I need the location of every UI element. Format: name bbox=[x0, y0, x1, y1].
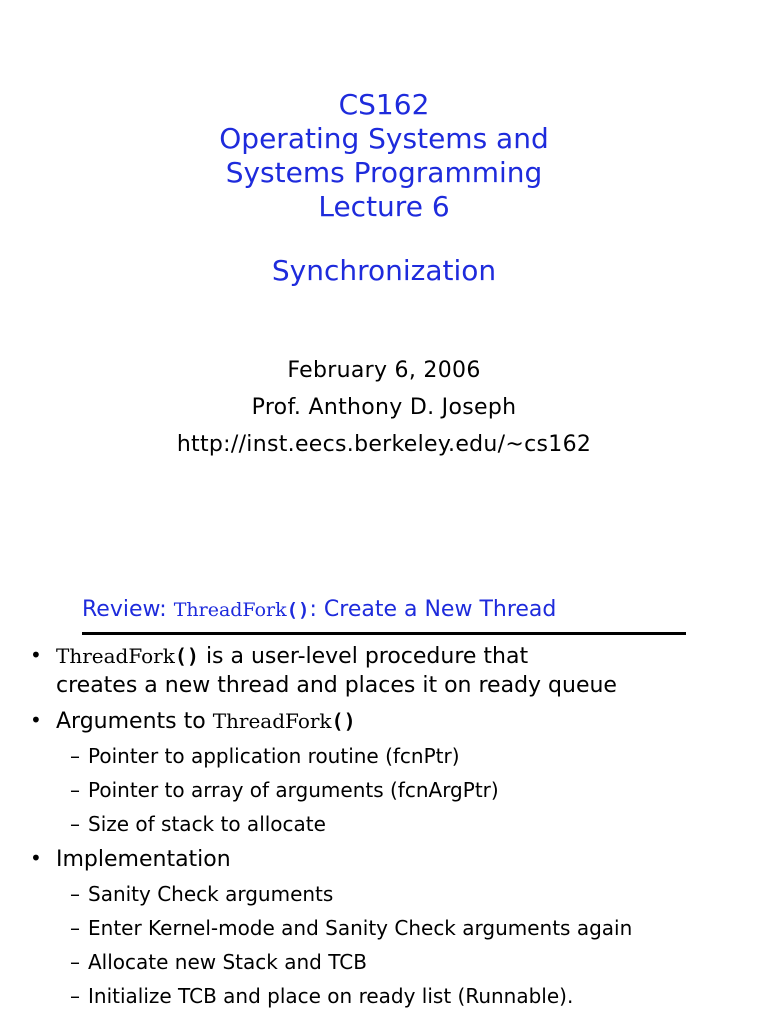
bullet-implementation bbox=[30, 845, 750, 874]
course-title-line-1: Operating Systems and bbox=[219, 122, 549, 155]
sub-item-text: Initialize TCB and place on ready list (Runnable). bbox=[88, 984, 574, 1008]
course-title-line-2: Systems Programming bbox=[225, 156, 543, 189]
sub-item bbox=[30, 743, 750, 769]
heading-suffix: : Create a New Thread bbox=[309, 597, 557, 622]
inline-code: ThreadFork bbox=[212, 709, 332, 733]
lecture-info bbox=[0, 352, 768, 463]
sub-item bbox=[30, 811, 750, 837]
sub-item-text: Pointer to application routine (fcnPtr) bbox=[88, 744, 460, 768]
lecture-number: Lecture 6 bbox=[318, 190, 450, 223]
bullet-text-continued: creates a new thread and places it on ready queue bbox=[56, 673, 617, 698]
sub-item-text: Size of stack to allocate bbox=[88, 812, 326, 836]
bullet-threadfork-description bbox=[30, 642, 750, 700]
bullet-text: is a user-level procedure that bbox=[198, 644, 529, 669]
bullet-dot-icon: • bbox=[30, 846, 42, 870]
heading-parens: () bbox=[286, 599, 310, 621]
sub-item-text: Enter Kernel-mode and Sanity Check arguments again bbox=[88, 916, 633, 940]
lecture-topic: Synchronization bbox=[271, 254, 497, 287]
sub-item-text: Allocate new Stack and TCB bbox=[88, 950, 367, 974]
course-url[interactable]: http://inst.eecs.berkeley.edu/~cs162 bbox=[176, 432, 592, 457]
inline-code-parens: () bbox=[331, 709, 356, 733]
sub-item bbox=[30, 915, 750, 941]
inline-code-parens: () bbox=[174, 644, 199, 668]
sub-item bbox=[30, 777, 750, 803]
slide-heading bbox=[82, 594, 686, 626]
title-block bbox=[0, 88, 768, 288]
bullet-dot-icon: • bbox=[30, 643, 42, 667]
bullet-text: Implementation bbox=[56, 847, 231, 872]
dash-icon: – bbox=[70, 778, 80, 802]
dash-icon: – bbox=[70, 812, 80, 836]
professor-name: Prof. Anthony D. Joseph bbox=[251, 395, 517, 420]
course-code: CS162 bbox=[338, 88, 430, 121]
inline-code: ThreadFork bbox=[56, 644, 175, 668]
bullet-arguments bbox=[30, 707, 750, 736]
dash-icon: – bbox=[70, 984, 80, 1008]
lecture-date: February 6, 2006 bbox=[287, 358, 481, 383]
heading-prefix: Review: bbox=[82, 597, 174, 622]
dash-icon: – bbox=[70, 744, 80, 768]
dash-icon: – bbox=[70, 916, 80, 940]
dash-icon: – bbox=[70, 882, 80, 906]
heading-code: ThreadFork bbox=[173, 599, 287, 621]
bullet-dot-icon: • bbox=[30, 708, 42, 732]
dash-icon: – bbox=[70, 950, 80, 974]
bullet-list bbox=[30, 642, 750, 1017]
heading-divider bbox=[82, 632, 686, 635]
sub-item-text: Sanity Check arguments bbox=[88, 882, 334, 906]
sub-item-text: Pointer to array of arguments (fcnArgPtr) bbox=[88, 778, 499, 802]
sub-item bbox=[30, 983, 750, 1009]
sub-item bbox=[30, 881, 750, 907]
bullet-text: Arguments to bbox=[56, 709, 213, 734]
sub-item bbox=[30, 949, 750, 975]
